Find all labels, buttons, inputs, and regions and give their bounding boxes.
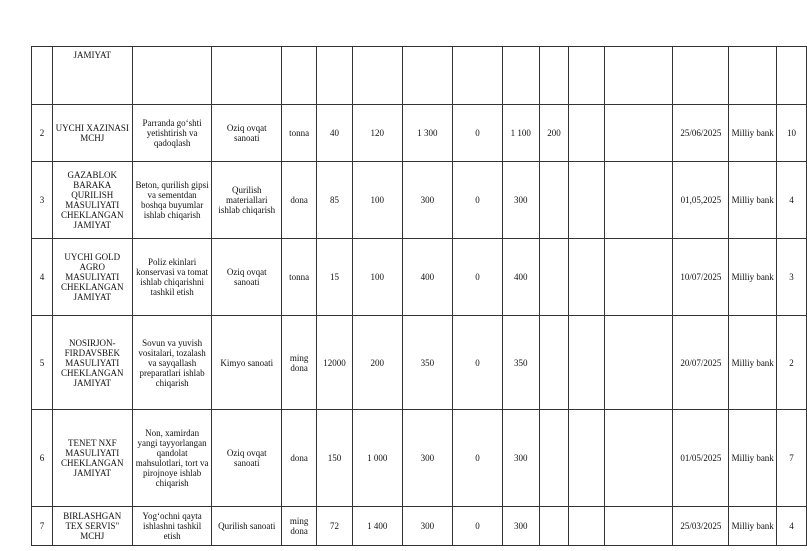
cell-activity: Non, xamirdan yangi tayyorlangan qandolat mahsulotlari, tort va pirojnoye ishlab chiqarish [132,410,212,507]
cell-name: NOSIRJON-FIRDAVSBEK MASULIYATI CHEKLANGAN JAMIYAT [52,316,132,410]
cell-name: UYCHI XAZINASI MCHJ [52,105,132,162]
cell-c9: 0 [453,239,503,316]
cell-c11: 200 [539,105,569,162]
cell-sector: Qurilish sanoati [212,507,282,546]
cell-c7: 1 400 [352,507,402,546]
cell-c10: 400 [502,239,539,316]
cell-c13 [605,105,673,162]
cell-no: 6 [32,410,53,507]
cell-capacity: 72 [317,507,353,546]
cell-bank: Milliy bank [729,105,777,162]
cell-activity: Sovun va yuvish vositalari, tozalash va sayqallash preparatlari ishlab chiqarish [132,316,212,410]
cell-c13 [605,239,673,316]
cell-c7: 100 [352,162,402,239]
cell-c11 [539,162,569,239]
table-row-continued [32,47,807,105]
cell-c11 [539,47,569,105]
cell-name: TENET NXF MASULIYATI CHEKLANGAN JAMIYAT [52,410,132,507]
cell-c9: 0 [453,316,503,410]
cell-name: GAZABLOK BARAKA QURILISH MASULIYATI CHEKLANGAN JAMIYAT [52,162,132,239]
cell-capacity [317,47,353,105]
cell-bank: Milliy bank [729,162,777,239]
cell-c8 [402,47,453,105]
table-row [32,239,807,316]
cell-no: 7 [32,507,53,546]
cell-c9: 0 [453,410,503,507]
cell-unit [282,47,317,105]
cell-c12 [569,47,605,105]
cell-unit: dona [282,410,317,507]
cell-c12 [569,239,605,316]
cell-c9: 0 [453,162,503,239]
cell-c7 [352,47,402,105]
cell-sector: Oziq ovqat sanoati [212,239,282,316]
cell-bank: Milliy bank [729,316,777,410]
cell-bank: Milliy bank [729,410,777,507]
cell-date: 25/06/2025 [673,105,729,162]
cell-name: JAMIYAT [52,47,132,105]
cell-c12 [569,410,605,507]
cell-sector: Qurilish materiallari ishlab chiqarish [212,162,282,239]
cell-c10: 1 100 [502,105,539,162]
table-row [32,507,807,546]
table-row [32,105,807,162]
cell-activity [132,47,212,105]
cell-date: 20/07/2025 [673,316,729,410]
cell-c8: 1 300 [402,105,453,162]
cell-c10: 300 [502,162,539,239]
cell-c7: 100 [352,239,402,316]
cell-capacity: 15 [317,239,353,316]
cell-no: 3 [32,162,53,239]
cell-jobs [777,47,807,105]
cell-unit: tonna [282,239,317,316]
cell-c12 [569,316,605,410]
cell-c11 [539,507,569,546]
cell-name: UYCHI GOLD AGRO MASULIYATI CHEKLANGAN JAMIYAT [52,239,132,316]
cell-c7: 200 [352,316,402,410]
cell-unit: ming dona [282,507,317,546]
cell-c13 [605,507,673,546]
cell-capacity: 150 [317,410,353,507]
cell-c11 [539,410,569,507]
cell-name: BIRLASHGAN TEX SERVIS" MCHJ [52,507,132,546]
table-body [32,47,807,546]
cell-unit: dona [282,162,317,239]
cell-c7: 120 [352,105,402,162]
cell-no: 5 [32,316,53,410]
cell-bank [729,47,777,105]
cell-sector: Kimyo sanoati [212,316,282,410]
cell-jobs: 4 [777,507,807,546]
cell-activity: Beton, qurilish gipsi va sementdan boshqa buyumlar ishlab chiqarish [132,162,212,239]
cell-capacity: 12000 [317,316,353,410]
cell-c7: 1 000 [352,410,402,507]
cell-c10 [502,47,539,105]
cell-c8: 300 [402,162,453,239]
table-row [32,316,807,410]
cell-unit: ming dona [282,316,317,410]
cell-c10: 350 [502,316,539,410]
cell-date: 25/03/2025 [673,507,729,546]
table-row [32,162,807,239]
cell-bank: Milliy bank [729,239,777,316]
cell-c12 [569,507,605,546]
cell-jobs: 4 [777,162,807,239]
cell-c8: 300 [402,410,453,507]
cell-c12 [569,162,605,239]
cell-c13 [605,162,673,239]
cell-c13 [605,47,673,105]
cell-jobs: 7 [777,410,807,507]
cell-jobs: 10 [777,105,807,162]
projects-table [31,46,807,546]
cell-c9: 0 [453,105,503,162]
cell-jobs: 2 [777,316,807,410]
cell-capacity: 40 [317,105,353,162]
cell-c13 [605,316,673,410]
cell-sector: Oziq ovqat sanoati [212,105,282,162]
cell-no: 2 [32,105,53,162]
cell-date: 01/05/2025 [673,410,729,507]
cell-no [32,47,53,105]
cell-activity: Poliz ekinlari konservasi va tomat ishlab chiqarishni tashkil etish [132,239,212,316]
cell-date: 01,05,2025 [673,162,729,239]
cell-c9: 0 [453,507,503,546]
cell-sector [212,47,282,105]
table-row [32,410,807,507]
cell-c11 [539,239,569,316]
cell-c10: 300 [502,410,539,507]
cell-c10: 300 [502,507,539,546]
cell-c11 [539,316,569,410]
cell-capacity: 85 [317,162,353,239]
cell-unit: tonna [282,105,317,162]
cell-c8: 300 [402,507,453,546]
cell-c8: 350 [402,316,453,410]
cell-c8: 400 [402,239,453,316]
cell-c13 [605,410,673,507]
cell-jobs: 3 [777,239,807,316]
cell-activity: Parranda go‘shti yetishtirish va qadoqlash [132,105,212,162]
cell-c9 [453,47,503,105]
cell-date [673,47,729,105]
cell-c12 [569,105,605,162]
cell-sector: Oziq ovqat sanoati [212,410,282,507]
cell-date: 10/07/2025 [673,239,729,316]
cell-no: 4 [32,239,53,316]
cell-activity: Yog‘ochni qayta ishlashni tashkil etish [132,507,212,546]
cell-bank: Milliy bank [729,507,777,546]
